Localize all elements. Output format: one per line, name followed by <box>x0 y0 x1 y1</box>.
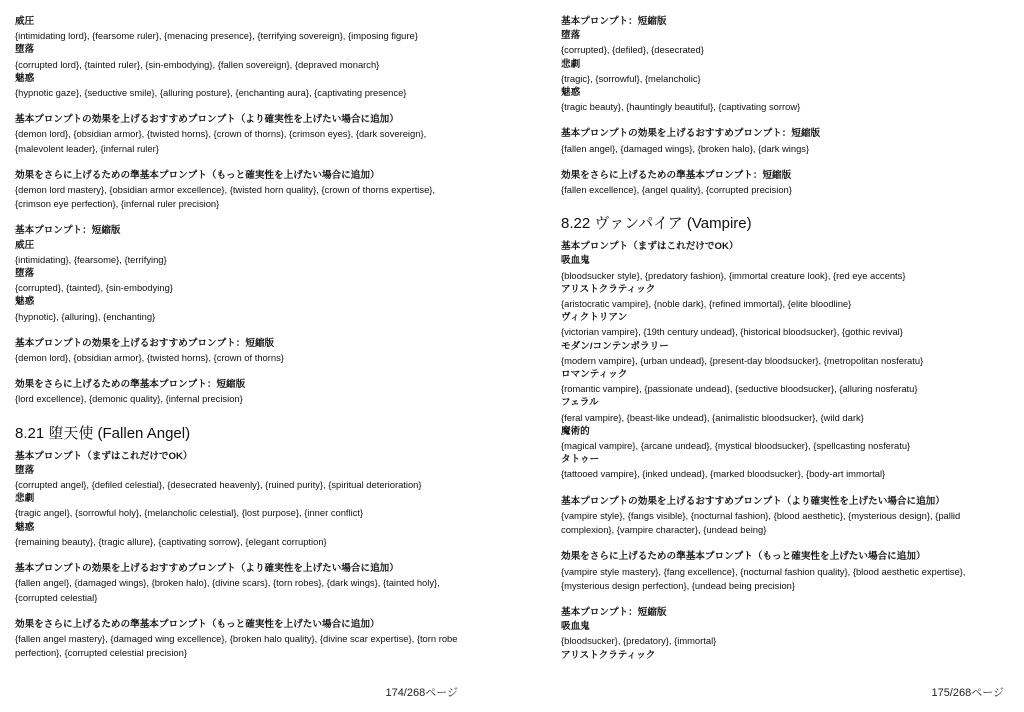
prompt-heading: 魅惑 <box>15 296 35 308</box>
prompt-heading: フェラル <box>561 397 599 409</box>
prompt-block <box>15 113 465 156</box>
prompt-keywords: {tragic angel}, {sorrowful holy}, {melancholic celestial}, {lost purpose}, {inner conflict} <box>15 507 364 519</box>
prompt-heading: 基本プロンプト：短縮版 <box>15 225 121 237</box>
prompt-heading: 魅惑 <box>15 521 35 533</box>
prompt-keywords: {aristocratic vampire}, {noble dark}, {refined immortal}, {elite bloodline} <box>561 298 852 310</box>
prompt-heading: 効果をさらに上げるための準基本プロンプト（もっと確実性を上げたい場合に追加） <box>561 551 926 563</box>
prompt-keywords: {demon lord}, {obsidian armor}, {twisted horns}, {crown of thorns}, {crimson eyes}, {dark sovereign}, {malevolent leader}, {infernal ruler} <box>15 128 427 154</box>
prompt-block <box>15 169 465 212</box>
prompt-keywords: {bloodsucker style}, {predatory fashion}, {immortal creature look}, {red eye accents} <box>561 269 906 281</box>
prompt-heading: 基本プロンプトの効果を上げるおすすめプロンプト（より確実性を上げたい場合に追加） <box>15 563 399 575</box>
prompt-keywords: {victorian vampire}, {19th century undead}, {historical bloodsucker}, {gothic revival} <box>561 326 903 338</box>
prompt-heading: 悲劇 <box>15 493 35 505</box>
prompt-block <box>561 169 1011 197</box>
prompt-heading: 基本プロンプト（まずはこれだけでOK） <box>15 450 193 462</box>
page-number: 174/268ページ <box>385 687 458 699</box>
prompt-block <box>15 378 465 406</box>
prompt-heading: モダン/コンテンポラリー <box>561 340 669 352</box>
page-number: 175/268ページ <box>931 687 1004 699</box>
prompt-heading: 効果をさらに上げるための準基本プロンプト：短縮版 <box>15 379 246 391</box>
prompt-keywords: {magical vampire}, {arcane undead}, {mystical bloodsucker}, {spellcasting nosferatu} <box>561 440 911 452</box>
prompt-keywords: {hypnotic}, {alluring}, {enchanting} <box>15 310 156 322</box>
prompt-heading: 基本プロンプトの効果を上げるおすすめプロンプト（より確実性を上げたい場合に追加） <box>561 495 945 507</box>
prompt-heading: 悲劇 <box>561 58 581 70</box>
prompt-keywords: {remaining beauty}, {tragic allure}, {captivating sorrow}, {elegant corruption} <box>15 535 327 547</box>
prompt-heading: アリストクラティック <box>561 283 656 295</box>
prompt-block <box>561 215 1011 481</box>
prompt-keywords: {demon lord mastery}, {obsidian armor excellence}, {twisted horn quality}, {crown of thorns expertise}, {crimson eye perfection}, {infernal ruler precision} <box>15 184 436 210</box>
page-174 <box>15 15 465 673</box>
prompt-heading: 吸血鬼 <box>561 621 590 633</box>
section-title: 8.22 ヴァンパイア (Vampire) <box>561 215 752 233</box>
prompt-block <box>15 15 465 100</box>
prompt-block <box>561 15 1011 114</box>
prompt-heading: 堕落 <box>561 30 581 42</box>
prompt-block <box>561 550 1011 593</box>
prompt-heading: 吸血鬼 <box>561 255 590 267</box>
prompt-heading: 堕落 <box>15 44 35 56</box>
page-175 <box>561 15 1011 676</box>
prompt-block <box>15 224 465 323</box>
prompt-heading: 基本プロンプトの効果を上げるおすすめプロンプト：短縮版 <box>561 128 821 140</box>
prompt-heading: 効果をさらに上げるための準基本プロンプト：短縮版 <box>561 169 792 181</box>
prompt-keywords: {corrupted lord}, {tainted ruler}, {sin-embodying}, {fallen sovereign}, {depraved monarch} <box>15 58 380 70</box>
prompt-keywords: {demon lord}, {obsidian armor}, {twisted horns}, {crown of thorns} <box>15 352 284 364</box>
prompt-heading: アリストクラティック <box>561 649 656 661</box>
prompt-heading: 基本プロンプト：短縮版 <box>561 606 667 618</box>
prompt-heading: ロマンティック <box>561 369 628 381</box>
prompt-keywords: {vampire style mastery}, {fang excellence}, {nocturnal fashion quality}, {blood aesthetic expertise}, {mysterious design perfection}, {undead being precision} <box>561 565 966 591</box>
prompt-keywords: {fallen angel}, {damaged wings}, {broken halo}, {dark wings} <box>561 142 810 154</box>
prompt-keywords: {tragic beauty}, {hauntingly beautiful}, {captivating sorrow} <box>561 101 801 113</box>
prompt-keywords: {vampire style}, {fangs visible}, {nocturnal fashion}, {blood aesthetic}, {mysterious design}, {pallid complexion}, {vampire character}, {undead being} <box>561 509 961 536</box>
prompt-keywords: {intimidating}, {fearsome}, {terrifying} <box>15 253 167 265</box>
prompt-keywords: {tragic}, {sorrowful}, {melancholic} <box>561 72 701 84</box>
prompt-keywords: {corrupted}, {defiled}, {desecrated} <box>561 44 704 56</box>
prompt-keywords: {bloodsucker}, {predatory}, {immortal} <box>561 635 717 647</box>
prompt-keywords: {modern vampire}, {urban undead}, {present-day bloodsucker}, {metropolitan nosferatu} <box>561 354 924 366</box>
prompt-block <box>15 562 465 605</box>
prompt-keywords: {corrupted}, {tainted}, {sin-embodying} <box>15 282 173 294</box>
prompt-keywords: {lord excellence}, {demonic quality}, {infernal precision} <box>15 393 243 405</box>
prompt-heading: 堕落 <box>15 268 35 280</box>
prompt-block <box>15 425 465 549</box>
prompt-heading: 基本プロンプトの効果を上げるおすすめプロンプト（より確実性を上げたい場合に追加） <box>15 114 399 126</box>
prompt-keywords: {corrupted angel}, {defiled celestial}, {desecrated heavenly}, {ruined purity}, {spiritual deterioration} <box>15 479 422 491</box>
prompt-keywords: {intimidating lord}, {fearsome ruler}, {menacing presence}, {terrifying sovereign}, {imposing figure} <box>15 30 418 42</box>
prompt-keywords: {fallen angel mastery}, {damaged wing excellence}, {broken halo quality}, {divine scar expertise}, {torn robe perfection}, {corrupted celestial precision} <box>15 632 458 659</box>
prompt-heading: 威圧 <box>15 16 35 27</box>
prompt-keywords: {fallen excellence}, {angel quality}, {corrupted precision} <box>561 184 792 196</box>
prompt-heading: 効果をさらに上げるための準基本プロンプト（もっと確実性を上げたい場合に追加） <box>15 618 380 630</box>
prompt-heading: 魅惑 <box>561 87 581 99</box>
prompt-keywords: {fallen angel}, {damaged wings}, {broken halo}, {divine scars}, {torn robes}, {dark wings}, {tainted holy}, {corrupted celestial} <box>15 577 440 603</box>
prompt-heading: 基本プロンプトの効果を上げるおすすめプロンプト：短縮版 <box>15 337 275 349</box>
prompt-heading: ヴィクトリアン <box>561 312 628 324</box>
prompt-keywords: {tattooed vampire}, {inked undead}, {marked bloodsucker}, {body-art immortal} <box>561 468 886 480</box>
prompt-heading: 基本プロンプト（まずはこれだけでOK） <box>561 241 739 253</box>
prompt-keywords: {hypnotic gaze}, {seductive smile}, {alluring posture}, {enchanting aura}, {captivating presence} <box>15 87 407 99</box>
prompt-block <box>15 618 465 661</box>
prompt-heading: タトゥー <box>561 454 600 466</box>
prompt-block <box>561 495 1011 538</box>
section-title: 8.21 堕天使 (Fallen Angel) <box>15 424 191 442</box>
prompt-keywords: {feral vampire}, {beast-like undead}, {animalistic bloodsucker}, {wild dark} <box>561 411 864 423</box>
prompt-heading: 基本プロンプト：短縮版 <box>561 16 667 27</box>
prompt-keywords: {romantic vampire}, {passionate undead}, {seductive bloodsucker}, {alluring nosferatu} <box>561 383 918 395</box>
prompt-heading: 効果をさらに上げるための準基本プロンプト（もっと確実性を上げたい場合に追加） <box>15 169 380 181</box>
prompt-heading: 魅惑 <box>15 72 35 84</box>
prompt-block <box>561 606 1011 663</box>
prompt-heading: 威圧 <box>15 239 35 251</box>
prompt-block <box>561 127 1011 155</box>
prompt-block <box>15 337 465 365</box>
prompt-heading: 堕落 <box>15 464 35 476</box>
prompt-heading: 魔術的 <box>561 425 590 437</box>
